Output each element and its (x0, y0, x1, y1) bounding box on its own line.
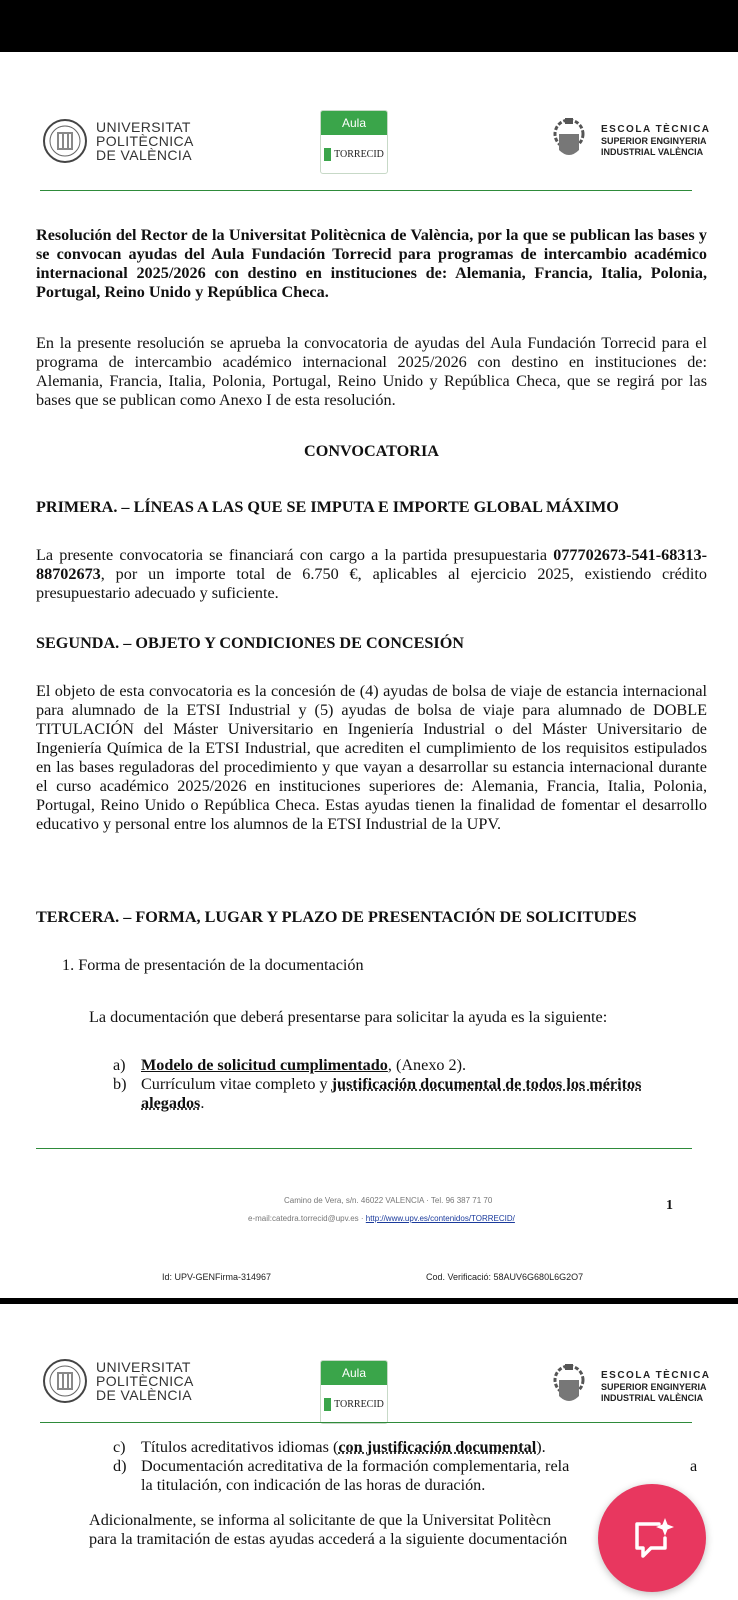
merits-justification-link[interactable]: justificación documental de todos los méritos alegados (141, 1075, 642, 1112)
footer-email: e-mail:catedra.torrecid@upv.es · (248, 1214, 366, 1223)
tercera-heading: TERCERA. – FORMA, LUGAR Y PLAZO DE PRESENTACIÓN DE SOLICITUDES (36, 908, 637, 926)
item-b-prefix: b) (113, 1075, 127, 1093)
footer-divider (36, 1148, 692, 1149)
etsi-line-3: INDUSTRIAL VALÈNCIA (601, 1392, 704, 1403)
torrecid-mark-icon (324, 148, 331, 161)
item-c-prefix: c) (113, 1438, 126, 1456)
documentation-intro: La documentación que deberá presentarse para solicitar la ayuda es la siguiente: (89, 1008, 608, 1026)
header-divider (40, 190, 692, 191)
verification-code: Cod. Verificació: 58AUV6G680L6G2O7 (426, 1272, 584, 1282)
item-a-prefix: a) (113, 1056, 126, 1074)
torrecid-mark-icon (324, 1398, 331, 1411)
etsi-line-3: INDUSTRIAL VALÈNCIA (601, 146, 704, 157)
upv-line-1: UNIVERSITAT (96, 119, 191, 135)
etsi-logo (545, 114, 711, 166)
signature-id: Id: UPV-GENFirma-314967 (162, 1272, 272, 1282)
etsi-shield-icon (545, 1360, 593, 1412)
segunda-paragraph: El objeto de esta convocatoria es la concesión de (4) ayudas de bolsa de viaje de estancia internacional para alumnado de la ETSI Industrial y (5) ayudas de bolsa de viaje para alumnado de DOBLE TITULACIÓN del Máster Universitario en Ingeniería Industrial o del Máster Universitario de Ingeniería Química de la ETSI Industrial, que acrediten el cumplimiento de los requisitos estipulados en las bases reguladoras del procedimiento y que vayan a desarrollar su estancia internacional durante el curso académico 2025/2026 en instituciones superiores de: Alemania, Francia, Italia, Polonia, Portugal, Reino Unido o República Checa. Estas ayudas tienen la finalidad de fomentar el desarrollo educativo y personal entre los alumnos de la ETSI Industrial de la UPV. (36, 682, 707, 833)
budget-line: 077702673-541-68313-88702673 (36, 546, 707, 583)
segunda-heading: SEGUNDA. – OBJETO Y CONDICIONES DE CONCESIÓN (36, 634, 464, 652)
primera-paragraph (36, 546, 707, 603)
torrecid-label: TORRECID (334, 1398, 384, 1410)
upv-logo (42, 118, 194, 164)
language-justification-link[interactable]: con justificación documental (338, 1438, 537, 1456)
item-1: 1. Forma de presentación de la documentación (62, 956, 364, 974)
item-a-rest: , (Anexo 2). (387, 1056, 467, 1074)
item-c-text: Títulos acreditativos idiomas ( (141, 1438, 339, 1456)
etsi-line-1: ESCOLA TÈCNICA (601, 123, 711, 135)
ai-assistant-button[interactable] (598, 1484, 706, 1592)
item-b-end: . (200, 1094, 205, 1112)
etsi-line-2: SUPERIOR ENGINYERIA (601, 1381, 707, 1392)
item-c (141, 1438, 701, 1457)
footer-contact (248, 1214, 515, 1223)
upv-line-1: UNIVERSITAT (96, 1359, 191, 1375)
document-page-1 (0, 52, 738, 1298)
additional-line-1: Adicionalmente, se informa al solicitante de que la Universitat Politècn (89, 1511, 552, 1529)
item-b-text: Currículum vitae completo y (141, 1075, 332, 1093)
item-d-line-2: la titulación, con indicación de las horas de duración. (141, 1476, 486, 1494)
upv-seal-icon (42, 118, 88, 164)
primera-text-a: La presente convocatoria se financiará con cargo a la partida presupuestaria (36, 546, 554, 564)
etsi-logo-page2 (545, 1360, 711, 1412)
intro-paragraph: En la presente resolución se aprueba la convocatoria de ayudas del Aula Fundación Torrecid para el programa de intercambio académico internacional 2025/2026 con destino en instituciones de: Alemania, Francia, Italia, Polonia, Portugal, Reino Unido y República Checa, que se regirá por las bases que se publican como Anexo I de esta resolución. (36, 334, 707, 409)
item-d-prefix: d) (113, 1457, 127, 1475)
aula-label: Aula (321, 1361, 387, 1385)
status-bar (0, 0, 738, 52)
item-b (141, 1075, 703, 1113)
upv-line-3: DE VALÈNCIA (96, 147, 192, 163)
footer-address: Camino de Vera, s/n. 46022 VALENCIA · Tel. 96 387 71 70 (284, 1196, 493, 1205)
upv-line-2: POLITÈCNICA (96, 133, 194, 149)
upv-logo-page2 (42, 1358, 194, 1404)
etsi-line-1: ESCOLA TÈCNICA (601, 1369, 711, 1381)
upv-line-3: DE VALÈNCIA (96, 1387, 192, 1403)
item-a (141, 1056, 701, 1075)
resolution-title: Resolución del Rector de la Universitat Politècnica de València, por la que se publican las bases y se convocan ayudas del Aula Fundación Torrecid para programas de intercambio académico internacional 2025/2026 con destino en instituciones de: Alemania, Francia, Italia, Polonia, Portugal, Reino Unido y República Checa. (36, 226, 707, 301)
sparkle-chat-icon (629, 1516, 675, 1560)
convocatoria-heading: CONVOCATORIA (304, 442, 439, 460)
primera-text-b: , por un importe total de 6.750 €, aplicables al ejercicio 2025, existiendo crédito presupuestario adecuado y suficiente. (36, 565, 707, 602)
footer-url-link[interactable]: http://www.upv.es/contenidos/TORRECID/ (365, 1214, 515, 1223)
torrecid-label: TORRECID (334, 148, 384, 160)
additional-line-2: para la tramitación de estas ayudas accederá a la siguiente documentación (89, 1530, 568, 1548)
aula-label: Aula (321, 111, 387, 135)
solicitation-model-link[interactable]: Modelo de solicitud cumplimentado (141, 1056, 388, 1074)
primera-heading: PRIMERA. – LÍNEAS A LAS QUE SE IMPUTA E IMPORTE GLOBAL MÁXIMO (36, 498, 619, 516)
upv-seal-icon (42, 1358, 88, 1404)
page-number: 1 (666, 1198, 673, 1213)
etsi-line-2: SUPERIOR ENGINYERIA (601, 135, 707, 146)
header-divider-page2 (40, 1422, 692, 1423)
item-d-line-1: Documentación acreditativa de la formación complementaria, rela (141, 1457, 570, 1475)
etsi-shield-icon (545, 114, 593, 166)
item-d-line-1-end: a (690, 1457, 698, 1475)
upv-line-2: POLITÈCNICA (96, 1373, 194, 1389)
item-c-end: ). (536, 1438, 546, 1456)
aula-torrecid-logo (320, 110, 388, 174)
aula-torrecid-logo-page2 (320, 1360, 388, 1424)
